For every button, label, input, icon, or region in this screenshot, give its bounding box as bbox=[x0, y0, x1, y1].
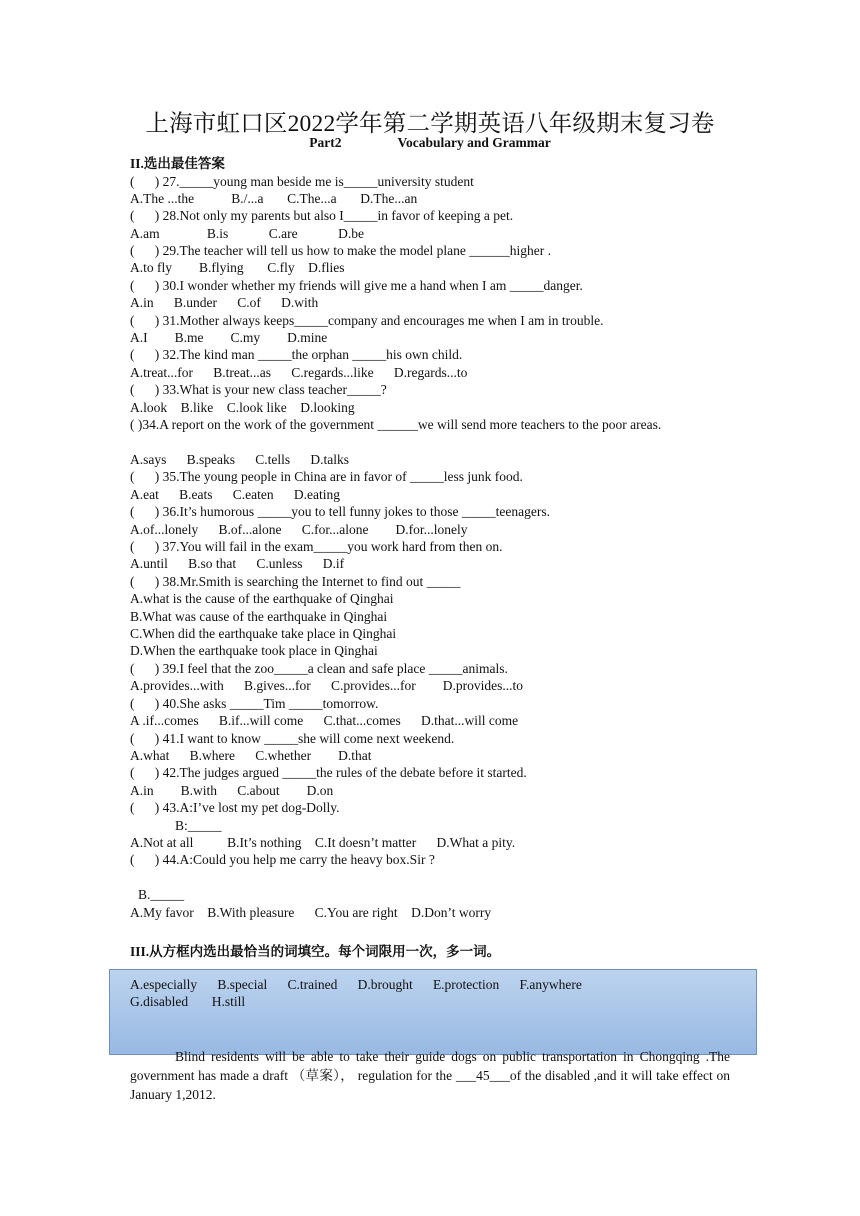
options-43: A.Not at all B.It’s nothing C.It doesn’t matter D.What a pity. bbox=[130, 835, 516, 850]
option-38-c: C.When did the earthquake take place in Qinghai bbox=[130, 626, 397, 641]
options-35: A.eat B.eats C.eaten D.eating bbox=[130, 487, 340, 502]
options-33: A.look B.like C.look like D.looking bbox=[130, 400, 355, 415]
page-title: 上海市虹口区2022学年第二学期英语八年级期末复习卷 bbox=[145, 111, 715, 137]
options-31: A.I B.me C.my D.mine bbox=[130, 330, 328, 345]
word-box bbox=[109, 969, 757, 1055]
options-37: A.until B.so that C.unless D.if bbox=[130, 556, 345, 571]
question-39: ( ) 39.I feel that the zoo_____a clean and safe place _____animals. bbox=[130, 661, 508, 676]
reading-passage: Blind residents will be able to take their guide dogs on public transportation in Chongqing .The government has made a draft （草案）， regulation for the ___45___of the disabled ,and it will take effect on January 1,2012. bbox=[130, 1049, 730, 1102]
part-topic: Vocabulary and Grammar bbox=[397, 135, 551, 150]
option-38-b: B.What was cause of the earthquake in Qinghai bbox=[130, 609, 388, 624]
options-30: A.in B.under C.of D.with bbox=[130, 295, 319, 310]
options-28: A.am B.is C.are D.be bbox=[130, 226, 364, 241]
options-27: A.The ...the B./...a C.The...a D.The...an bbox=[130, 191, 418, 206]
question-32: ( ) 32.The kind man _____the orphan _____his own child. bbox=[130, 347, 463, 362]
options-39: A.provides...with B.gives...for C.provides...for D.provides...to bbox=[130, 678, 523, 693]
question-35: ( ) 35.The young people in China are in favor of _____less junk food. bbox=[130, 469, 523, 484]
question-27: ( ) 27._____young man beside me is_____university student bbox=[130, 174, 474, 189]
section-3-heading: III.从方框内选出最恰当的词填空。每个词限用一次，多一词。 bbox=[130, 944, 501, 959]
section-2-heading: II.选出最佳答案 bbox=[130, 156, 225, 171]
options-41: A.what B.where C.whether D.that bbox=[130, 748, 372, 763]
question-36: ( ) 36.It’s humorous _____you to tell funny jokes to those _____teenagers. bbox=[130, 504, 550, 519]
question-33: ( ) 33.What is your new class teacher_____? bbox=[130, 382, 387, 397]
option-38-a: A.what is the cause of the earthquake of Qinghai bbox=[130, 591, 394, 606]
options-40: A .if...comes B.if...will come C.that...comes D.that...will come bbox=[130, 713, 519, 728]
options-32: A.treat...for B.treat...as C.regards...like D.regards...to bbox=[130, 365, 468, 380]
word-box-line-2: G.disabled H.still bbox=[130, 994, 246, 1009]
word-box-line-1: A.especially B.special C.trained D.brought E.protection F.anywhere bbox=[130, 977, 582, 992]
options-44: A.My favor B.With pleasure C.You are right D.Don’t worry bbox=[130, 905, 492, 920]
question-34: ( )34.A report on the work of the government ______we will send more teachers to the poor areas. bbox=[130, 417, 662, 432]
question-30: ( ) 30.I wonder whether my friends will give me a hand when I am _____danger. bbox=[130, 278, 583, 293]
question-28: ( ) 28.Not only my parents but also I_____in favor of keeping a pet. bbox=[130, 208, 514, 223]
question-37: ( ) 37.You will fail in the exam_____you work hard from then on. bbox=[130, 539, 503, 554]
options-42: A.in B.with C.about D.on bbox=[130, 783, 334, 798]
part-label: Part2 bbox=[309, 135, 342, 150]
question-29: ( ) 29.The teacher will tell us how to make the model plane ______higher . bbox=[130, 243, 552, 258]
question-40: ( ) 40.She asks _____Tim _____tomorrow. bbox=[130, 696, 379, 711]
dialogue-44-b: B._____ bbox=[138, 887, 185, 902]
question-38: ( ) 38.Mr.Smith is searching the Internet to find out _____ bbox=[130, 574, 461, 589]
options-29: A.to fly B.flying C.fly D.flies bbox=[130, 260, 345, 275]
question-43: ( ) 43.A:I’ve lost my pet dog-Dolly. bbox=[130, 800, 340, 815]
options-34: A.says B.speaks C.tells D.talks bbox=[130, 452, 349, 467]
option-38-d: D.When the earthquake took place in Qinghai bbox=[130, 643, 378, 658]
part-subtitle bbox=[0, 135, 860, 151]
question-44: ( ) 44.A:Could you help me carry the heavy box.Sir ? bbox=[130, 852, 435, 867]
question-42: ( ) 42.The judges argued _____the rules of the debate before it started. bbox=[130, 765, 527, 780]
dialogue-43-b: B:_____ bbox=[175, 818, 222, 833]
question-31: ( ) 31.Mother always keeps_____company and encourages me when I am in trouble. bbox=[130, 313, 604, 328]
question-41: ( ) 41.I want to know _____she will come next weekend. bbox=[130, 731, 455, 746]
options-36: A.of...lonely B.of...alone C.for...alone D.for...lonely bbox=[130, 522, 468, 537]
